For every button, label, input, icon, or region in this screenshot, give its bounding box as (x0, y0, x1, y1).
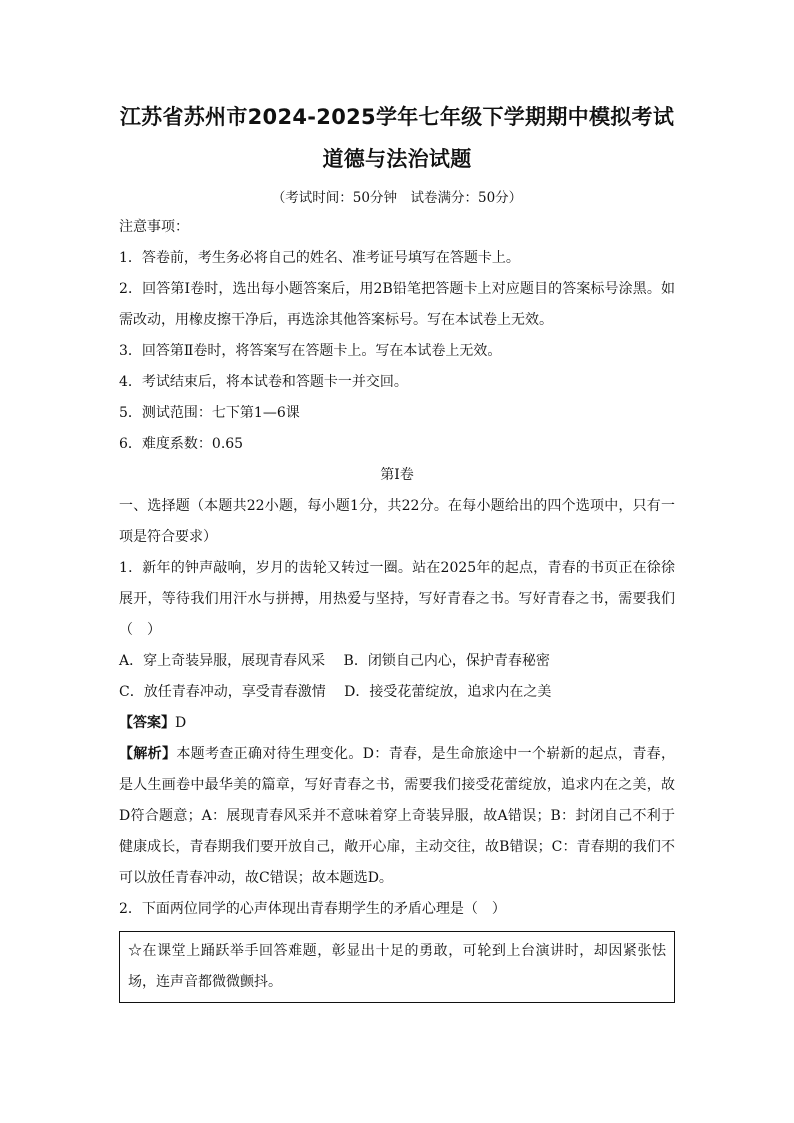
notice-heading: 注意事项： (119, 219, 189, 235)
answer-label: 【答案】 (119, 715, 175, 731)
exam-title-line2: 道德与法治试题 (322, 147, 472, 171)
volume-title: 第Ⅰ卷 (380, 467, 414, 483)
question-1-answer (119, 708, 675, 739)
notice-item-6: 6．难度系数：0.65 (119, 436, 244, 452)
analysis-label: 【解析】 (119, 746, 177, 762)
answer-value: D (175, 715, 187, 731)
notice-item-2: 2．回答第Ⅰ卷时，选出每小题答案后，用2B铅笔把答题卡上对应题目的答案标号涂黑。如需改动，用橡皮擦干净后，再选涂其他答案标号。写在本试卷上无效。 (119, 281, 675, 328)
question-2-quote-box: ☆在课堂上踊跃举手回答难题，彰显出十足的勇敢，可轮到上台演讲时，却因紧张怯场，连声音都微微颤抖。 (119, 931, 675, 1003)
exam-page (119, 100, 675, 1003)
question-2-stem: 2．下面两位同学的心声体现出青春期学生的矛盾心理是（ ） (119, 901, 506, 917)
question-1-analysis (119, 739, 675, 894)
notice-item-3: 3．回答第Ⅱ卷时，将答案写在答题卡上。写在本试卷上无效。 (119, 343, 502, 359)
question-1-options-ab: A．穿上奇装异服，展现青春风采 B．闭锁自己内心，保护青春秘密 (119, 653, 550, 669)
exam-time-info: （考试时间：50分钟 试卷满分：50分） (271, 190, 523, 206)
question-1-options-cd: C．放任青春冲动，享受青春激情 D．接受花蕾绽放，追求内在之美 (119, 684, 552, 700)
notice-item-4: 4．考试结束后，将本试卷和答题卡一并交回。 (119, 374, 408, 390)
notice-item-1: 1．答卷前，考生务必将自己的姓名、准考证号填写在答题卡上。 (119, 250, 520, 266)
exam-title-line1: 江苏省苏州市2024-2025学年七年级下学期期中模拟考试 (119, 105, 675, 129)
analysis-text: 本题考查正确对待生理变化。D：青春，是生命旅途中一个崭新的起点，青春，是人生画卷中最华美的篇章，写好青春之书，需要我们接受花蕾绽放，追求内在之美，故D符合题意；A：展现青春风采并不意味着穿上奇装异服，故A错误；B：封闭自己不利于健康成长，青春期我们要开放自己，敞开心扉，主动交往，故B错误；C：青春期的我们不可以放任青春冲动，故C错误；故本题选D。 (119, 746, 675, 886)
notice-item-5: 5．测试范围：七下第1—6课 (119, 405, 300, 421)
question-1-stem: 1．新年的钟声敲响，岁月的齿轮又转过一圈。站在2025年的起点，青春的书页正在徐徐展开，等待我们用汗水与拼搏，用热爱与坚持，写好青春之书。写好青春之书，需要我们（ ） (119, 560, 675, 638)
section-intro: 一、选择题（本题共22小题，每小题1分，共22分。在每小题给出的四个选项中，只有一项是符合要求） (119, 498, 675, 545)
